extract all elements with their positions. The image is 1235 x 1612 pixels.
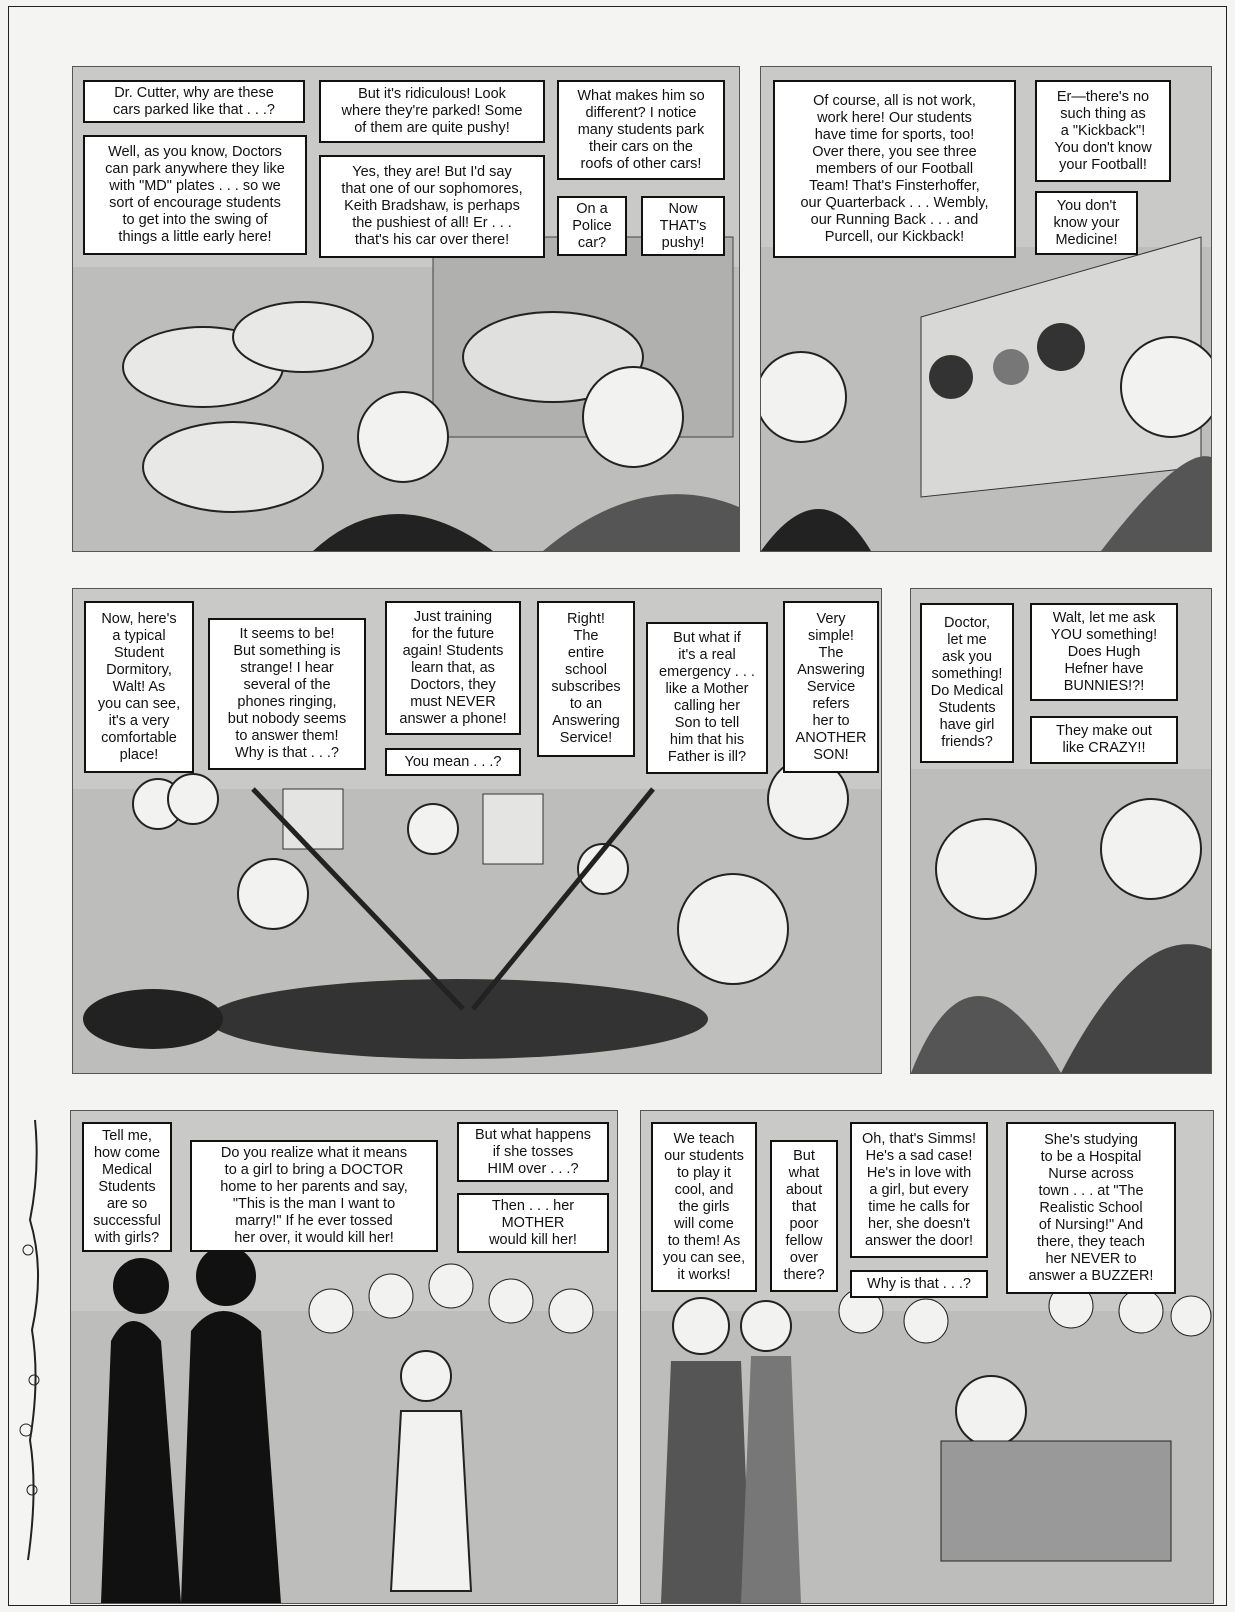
speech-bubble: Why is that . . .?	[850, 1270, 988, 1298]
margin-doodle-illustration	[10, 1110, 52, 1580]
speech-bubble: Of course, all is not work, work here! Our students have time for sports, too! Over there, you see three members of our Football Team! That's Finsterhoffer, our Quarterback . . . Wembly, our Running Back . . . and Purcell, our Kickback!	[773, 80, 1016, 258]
speech-bubble: But what happens if she tosses HIM over . . .?	[457, 1122, 609, 1182]
speech-bubble: Er—there's no such thing as a "Kickback"! You don't know your Football!	[1035, 80, 1171, 182]
speech-bubble: It seems to be! But something is strange! I hear several of the phones ringing, but nobody seems to answer them! Why is that . . .?	[208, 618, 366, 770]
speech-bubble: You mean . . .?	[385, 748, 521, 776]
speech-bubble: She's studying to be a Hospital Nurse across town . . . at "The Realistic School of Nursing!" And there, they teach her NEVER to answer a BUZZER!	[1006, 1122, 1176, 1294]
speech-bubble: Just training for the future again! Students learn that, as Doctors, they must NEVER answer a phone!	[385, 601, 521, 735]
speech-bubble: Yes, they are! But I'd say that one of our sophomores, Keith Bradshaw, is perhaps the pushiest of all! Er . . . that's his car over there!	[319, 155, 545, 258]
speech-bubble: On a Police car?	[557, 196, 627, 256]
speech-bubble: You don't know your Medicine!	[1035, 191, 1138, 255]
speech-bubble: Tell me, how come Medical Students are so successful with girls?	[82, 1122, 172, 1252]
speech-bubble: Doctor, let me ask you something! Do Medical Students have girl friends?	[920, 603, 1014, 763]
speech-bubble: Now, here's a typical Student Dormitory, Walt! As you can see, it's a very comfortable place!	[84, 601, 194, 773]
speech-bubble: Oh, that's Simms! He's a sad case! He's in love with a girl, but every time he calls for her, she doesn't answer the door!	[850, 1122, 988, 1258]
speech-bubble: Dr. Cutter, why are these cars parked like that . . .?	[83, 80, 305, 123]
speech-bubble: But what about that poor fellow over there?	[770, 1140, 838, 1292]
speech-bubble: But what if it's a real emergency . . . like a Mother calling her Son to tell him that his Father is ill?	[646, 622, 768, 774]
speech-bubble: Walt, let me ask YOU something! Does Hugh Hefner have BUNNIES!?!	[1030, 603, 1178, 701]
speech-bubble: Well, as you know, Doctors can park anywhere they like with "MD" plates . . . so we sort of encourage students to get into the swing of things a little early here!	[83, 135, 307, 255]
speech-bubble: What makes him so different? I notice many students park their cars on the roofs of other cars!	[557, 80, 725, 180]
speech-bubble: We teach our students to play it cool, and the girls will come to them! As you can see, it works!	[651, 1122, 757, 1292]
speech-bubble: Now THAT's pushy!	[641, 196, 725, 256]
speech-bubble: Right! The entire school subscribes to an Answering Service!	[537, 601, 635, 757]
speech-bubble: But it's ridiculous! Look where they're parked! Some of them are quite pushy!	[319, 80, 545, 143]
speech-bubble: They make out like CRAZY!!	[1030, 716, 1178, 764]
speech-bubble: Then . . . her MOTHER would kill her!	[457, 1193, 609, 1253]
speech-bubble: Do you realize what it means to a girl to bring a DOCTOR home to her parents and say, "This is the man I want to marry!" If he ever tossed her over, it would kill her!	[190, 1140, 438, 1252]
speech-bubble: Very simple! The Answering Service refers her to ANOTHER SON!	[783, 601, 879, 773]
